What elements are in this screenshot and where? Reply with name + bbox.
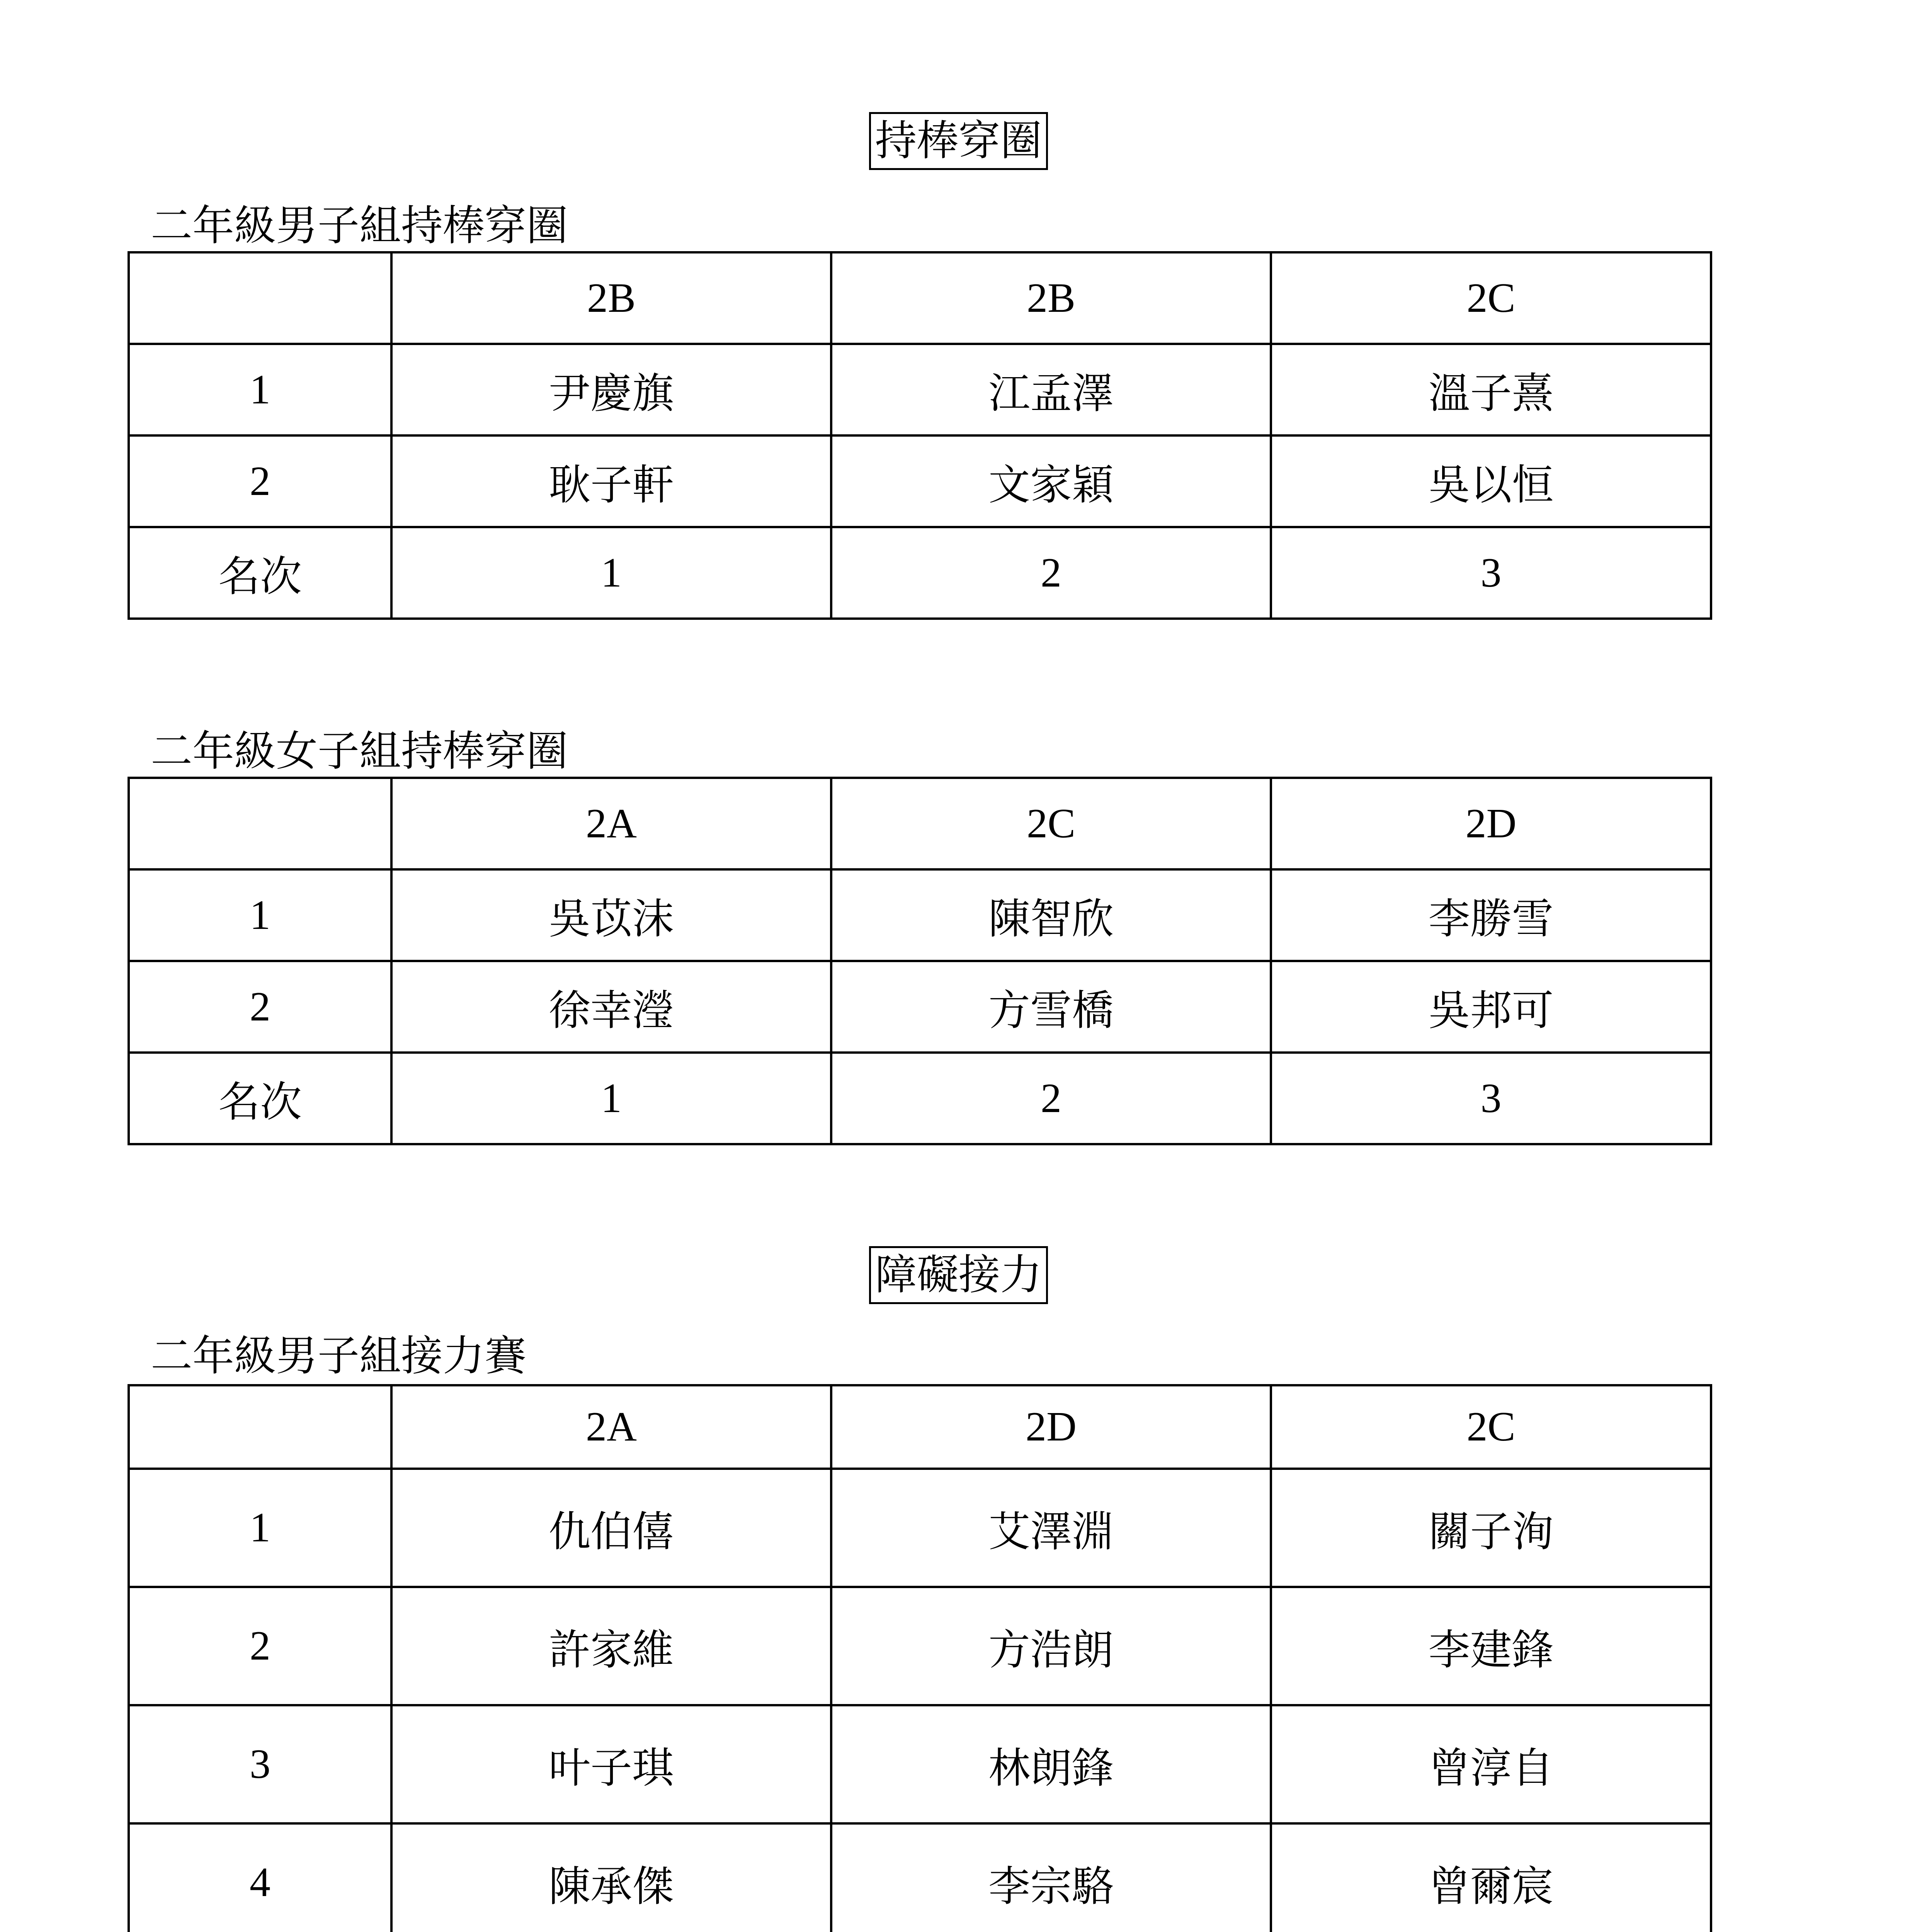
class-cell: 2B	[831, 252, 1271, 344]
row-number: 1	[129, 869, 391, 961]
section-title-text: 障礙接力	[869, 1246, 1048, 1304]
table-heading-boys-hoop: 二年級男子組持棒穿圈	[151, 202, 568, 250]
name-cell: 關子洵	[1271, 1469, 1711, 1587]
class-cell: 2C	[831, 778, 1271, 869]
name-cell: 江孟澤	[831, 344, 1271, 435]
section-title-hoop	[0, 112, 1917, 170]
name-cell: 陳承傑	[391, 1823, 831, 1932]
rank-label: 名次	[129, 527, 391, 619]
results-table-boys-hoop	[128, 251, 1712, 620]
section-title-relay	[0, 1246, 1917, 1304]
table-heading-girls-hoop: 二年級女子組持棒穿圈	[151, 727, 568, 776]
row-number: 2	[129, 435, 391, 527]
name-cell: 尹慶旗	[391, 344, 831, 435]
row-number: 4	[129, 1823, 391, 1932]
row-number: 3	[129, 1705, 391, 1823]
name-cell: 李建鋒	[1271, 1587, 1711, 1705]
rank-row	[129, 527, 1711, 619]
name-cell: 吳邦可	[1271, 961, 1711, 1053]
table-header-row	[129, 778, 1711, 869]
name-cell: 曾爾宸	[1271, 1823, 1711, 1932]
results-table-girls-hoop	[128, 777, 1712, 1145]
name-cell: 吳苡沫	[391, 869, 831, 961]
table-row	[129, 435, 1711, 527]
name-cell: 許家維	[391, 1587, 831, 1705]
row-number: 2	[129, 1587, 391, 1705]
table-row	[129, 1469, 1711, 1587]
name-cell: 曾淳自	[1271, 1705, 1711, 1823]
name-cell: 溫子熹	[1271, 344, 1711, 435]
row-number: 1	[129, 1469, 391, 1587]
class-cell: 2A	[391, 778, 831, 869]
table-header-row	[129, 1385, 1711, 1469]
header-empty-cell	[129, 778, 391, 869]
name-cell: 艾澤淵	[831, 1469, 1271, 1587]
table-row	[129, 869, 1711, 961]
name-cell: 方雪橋	[831, 961, 1271, 1053]
name-cell: 李勝雪	[1271, 869, 1711, 961]
header-empty-cell	[129, 252, 391, 344]
table-row	[129, 1587, 1711, 1705]
rank-label: 名次	[129, 1053, 391, 1144]
rank-cell: 1	[391, 527, 831, 619]
name-cell: 吳以恒	[1271, 435, 1711, 527]
table-row	[129, 344, 1711, 435]
section-title-text: 持棒穿圈	[869, 112, 1048, 170]
name-cell: 方浩朗	[831, 1587, 1271, 1705]
table-heading-boys-relay: 二年級男子組接力賽	[151, 1332, 527, 1380]
rank-cell: 3	[1271, 1053, 1711, 1144]
rank-cell: 2	[831, 1053, 1271, 1144]
row-number: 2	[129, 961, 391, 1053]
name-cell: 陳智欣	[831, 869, 1271, 961]
class-cell: 2D	[831, 1385, 1271, 1469]
row-number: 1	[129, 344, 391, 435]
table-header-row	[129, 252, 1711, 344]
table-row	[129, 1705, 1711, 1823]
rank-cell: 1	[391, 1053, 831, 1144]
class-cell: 2D	[1271, 778, 1711, 869]
name-cell: 文家穎	[831, 435, 1271, 527]
results-table-boys-relay	[128, 1384, 1712, 1932]
rank-cell: 3	[1271, 527, 1711, 619]
table-row	[129, 961, 1711, 1053]
class-cell: 2C	[1271, 252, 1711, 344]
table-row	[129, 1823, 1711, 1932]
class-cell: 2A	[391, 1385, 831, 1469]
name-cell: 李宗駱	[831, 1823, 1271, 1932]
name-cell: 林朗鋒	[831, 1705, 1271, 1823]
rank-cell: 2	[831, 527, 1271, 619]
name-cell: 耿子軒	[391, 435, 831, 527]
name-cell: 叶子琪	[391, 1705, 831, 1823]
header-empty-cell	[129, 1385, 391, 1469]
name-cell: 徐幸瀅	[391, 961, 831, 1053]
rank-row	[129, 1053, 1711, 1144]
class-cell: 2C	[1271, 1385, 1711, 1469]
class-cell: 2B	[391, 252, 831, 344]
name-cell: 仇伯僖	[391, 1469, 831, 1587]
